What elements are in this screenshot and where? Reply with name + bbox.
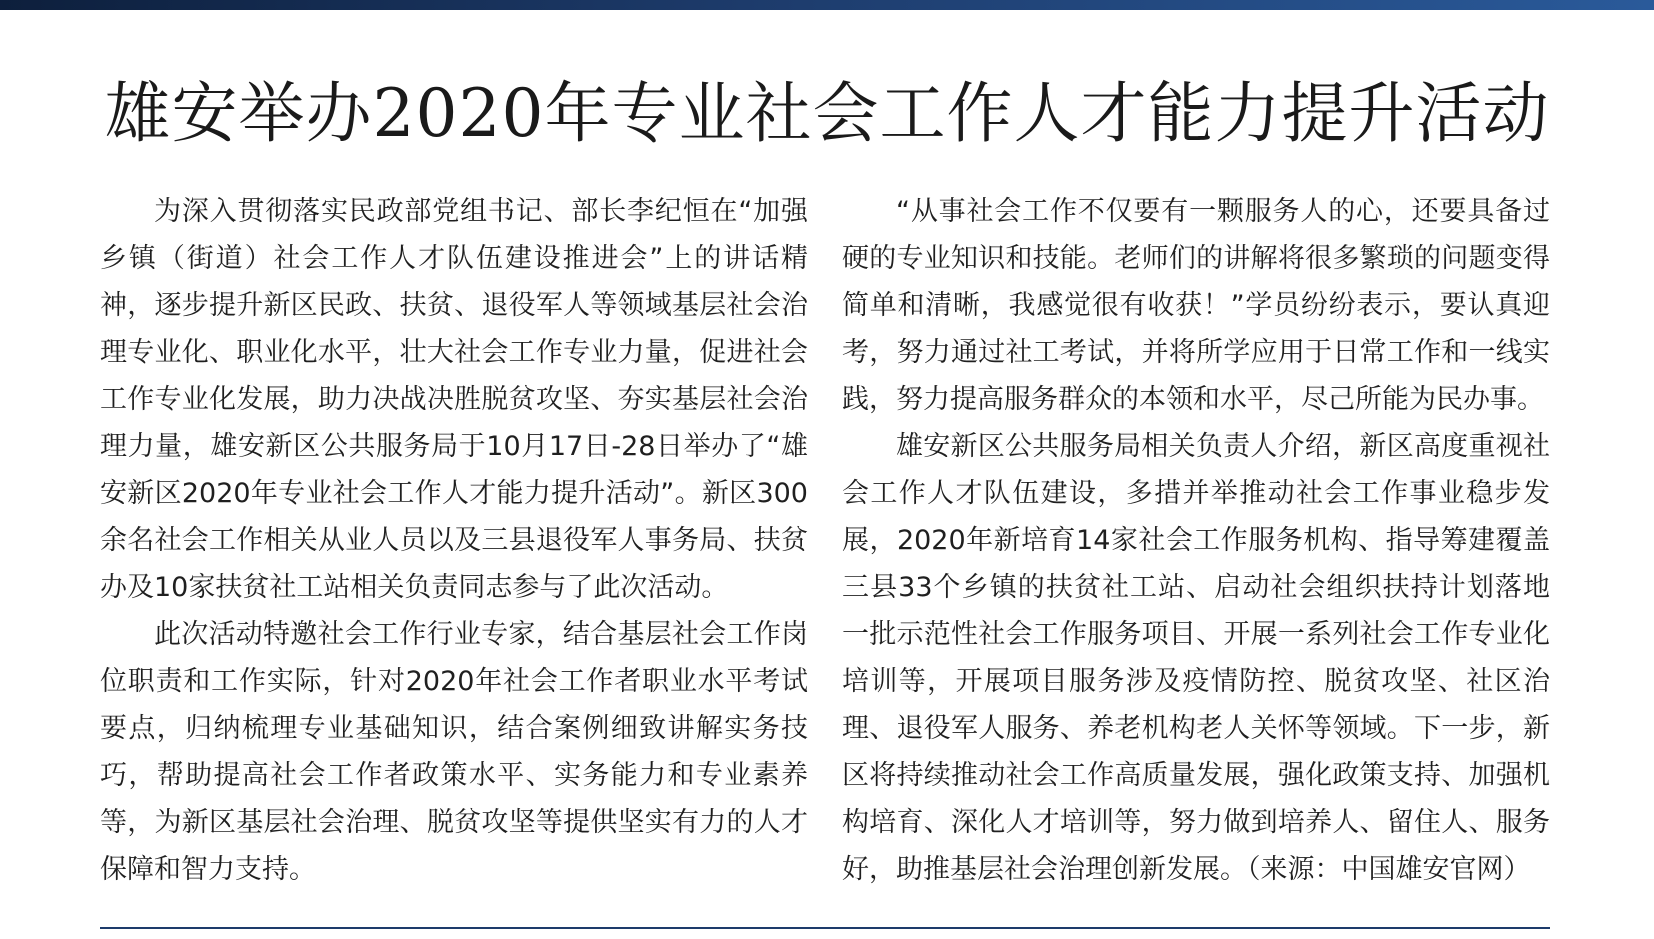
paragraph: 此次活动特邀社会工作行业专家，结合基层社会工作岗位职责和工作实际，针对2020年社会工作者职业水平考试要点，归纳梳理专业基础知识，结合案例细致讲解实务技巧，帮助提高社会工作者政策水平、实务能力和专业素养等，为新区基层社会治理、脱贫攻坚等提供坚实有力的人才保障和智力支持。 xyxy=(100,619,808,885)
paragraph: 雄安新区公共服务局相关负责人介绍，新区高度重视社会工作人才队伍建设，多措并举推动社会工作事业稳步发展，2020年新培育14家社会工作服务机构、指导筹建覆盖三县33个乡镇的扶贫社工站、启动社会组织扶持计划落地一批示范性社会工作服务项目、开展一系列社会工作专业化培训等，开展项目服务涉及疫情防控、脱贫攻坚、社区治理、退役军人服务、养老机构老人关怀等领域。下一步，新区将持续推动社会工作高质量发展，强化政策支持、加强机构培育、深化人才培训等，努力做到培养人、留住人、服务好，助推基层社会治理创新发展。（来源：中国雄安官网） xyxy=(842,431,1550,885)
bottom-divider xyxy=(100,927,1550,929)
paragraph: 为深入贯彻落实民政部党组书记、部长李纪恒在“加强乡镇（街道）社会工作人才队伍建设推进会”上的讲话精神，逐步提升新区民政、扶贫、退役军人等领域基层社会治理专业化、职业化水平，壮大社会工作专业力量，促进社会工作专业化发展，助力决战决胜脱贫攻坚、夯实基层社会治理力量，雄安新区公共服务局于10月17日-28日举办了“雄安新区2020年专业社会工作人才能力提升活动”。新区300余名社会工作相关从业人员以及三县退役军人事务局、扶贫办及10家扶贫社工站相关负责同志参与了此次活动。 xyxy=(100,196,808,603)
paragraph: “从事社会工作不仅要有一颗服务人的心，还要具备过硬的专业知识和技能。老师们的讲解将很多繁琐的问题变得简单和清晰，我感觉很有收获！”学员纷纷表示，要认真迎考，努力通过社工考试，并将所学应用于日常工作和一线实践，努力提高服务群众的本领和水平，尽己所能为民办事。 xyxy=(842,196,1550,415)
left-column xyxy=(100,188,808,893)
top-accent-bar xyxy=(0,0,1654,10)
right-column xyxy=(842,188,1550,893)
article-title: 雄安举办2020年专业社会工作人才能力提升活动 xyxy=(104,75,1550,152)
